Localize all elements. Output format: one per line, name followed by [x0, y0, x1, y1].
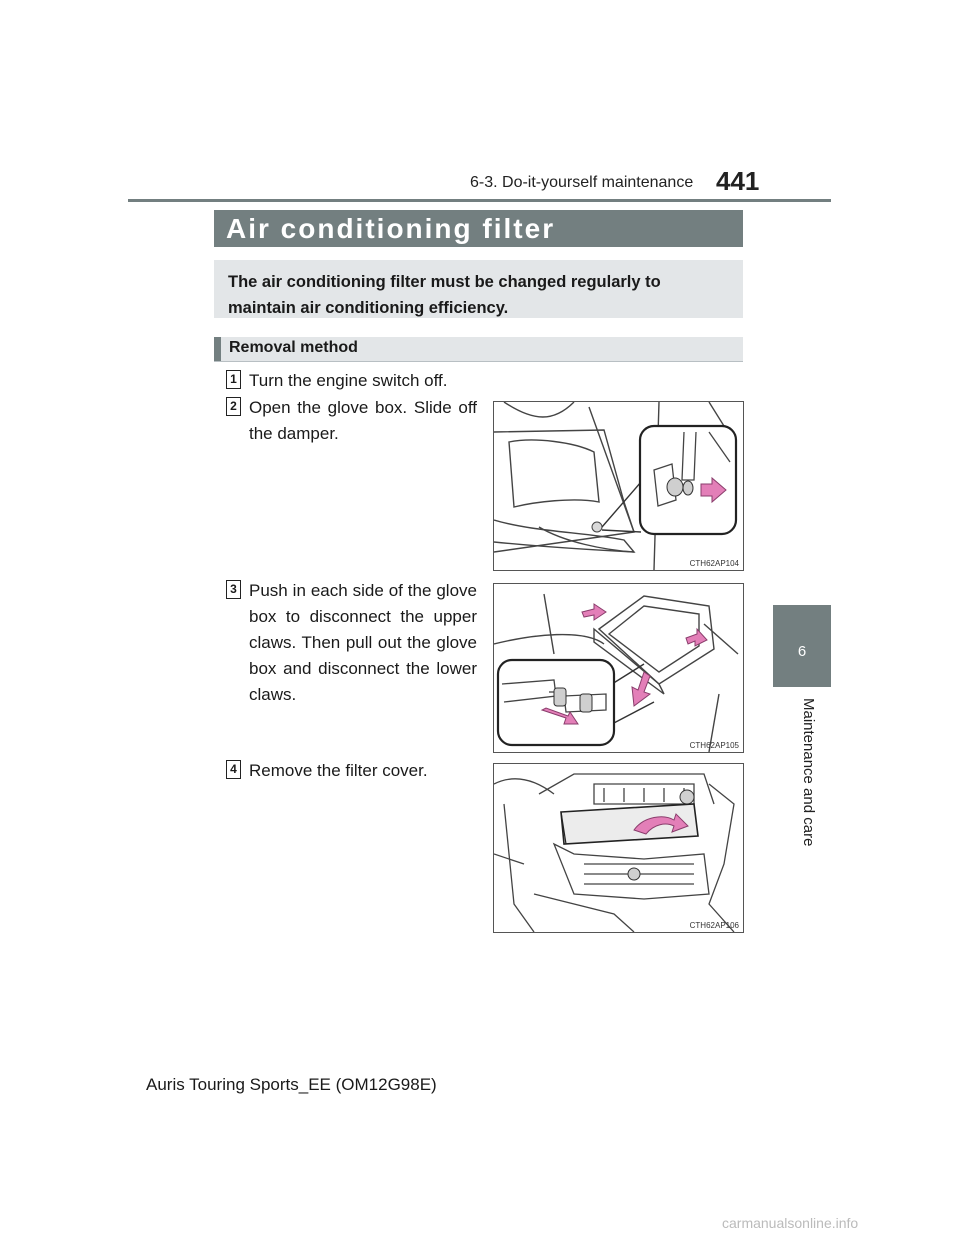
step-number-4: 4 — [226, 760, 241, 779]
push-arrow-right-icon — [686, 629, 707, 646]
page-number: 441 — [716, 166, 760, 196]
step-text-4: Remove the filter cover. — [249, 761, 428, 780]
step-text-3: Push in each side of the glove box to disconnect the upper claws. Then pull out the glove box and disconnect the lower claws. — [249, 581, 477, 704]
watermark: carmanualsonline.info — [722, 1215, 859, 1231]
step-number-2: 2 — [226, 397, 241, 416]
subheading-box — [214, 337, 743, 362]
filter-cover-drawing — [494, 764, 743, 932]
page-title: Air conditioning filter — [226, 213, 556, 244]
subheading: Removal method — [229, 339, 358, 356]
chapter-title: Maintenance and care — [800, 698, 817, 847]
footer-model: Auris Touring Sports_EE (OM12G98E) — [146, 1075, 437, 1094]
step-number-3: 3 — [226, 580, 241, 599]
subheading-marker — [214, 337, 221, 361]
figure-code: CTH62AP106 — [689, 921, 739, 930]
header-section-title: 6-3. Do-it-yourself maintenance — [470, 174, 694, 191]
figure-code: CTH62AP105 — [689, 741, 739, 750]
step-text-1: Turn the engine switch off. — [249, 371, 448, 390]
damper-drawing — [494, 402, 743, 570]
illustration-glove-box-claws — [493, 583, 744, 753]
figure-code: CTH62AP104 — [689, 559, 739, 568]
step-number-1: 1 — [226, 370, 241, 389]
claws-drawing — [494, 584, 743, 752]
page-title-bar — [214, 210, 743, 247]
illustration-filter-cover — [493, 763, 744, 933]
chapter-tab: 6 — [773, 605, 831, 687]
push-arrow-left-icon — [582, 604, 606, 620]
step-text-2: Open the glove box. Slide off the damper. — [249, 398, 477, 443]
illustration-glove-box-damper — [493, 401, 744, 571]
header-divider — [128, 199, 831, 202]
intro-box — [214, 260, 743, 318]
intro-text: The air conditioning filter must be changed regularly to maintain air conditioning efficiency. — [228, 273, 661, 317]
